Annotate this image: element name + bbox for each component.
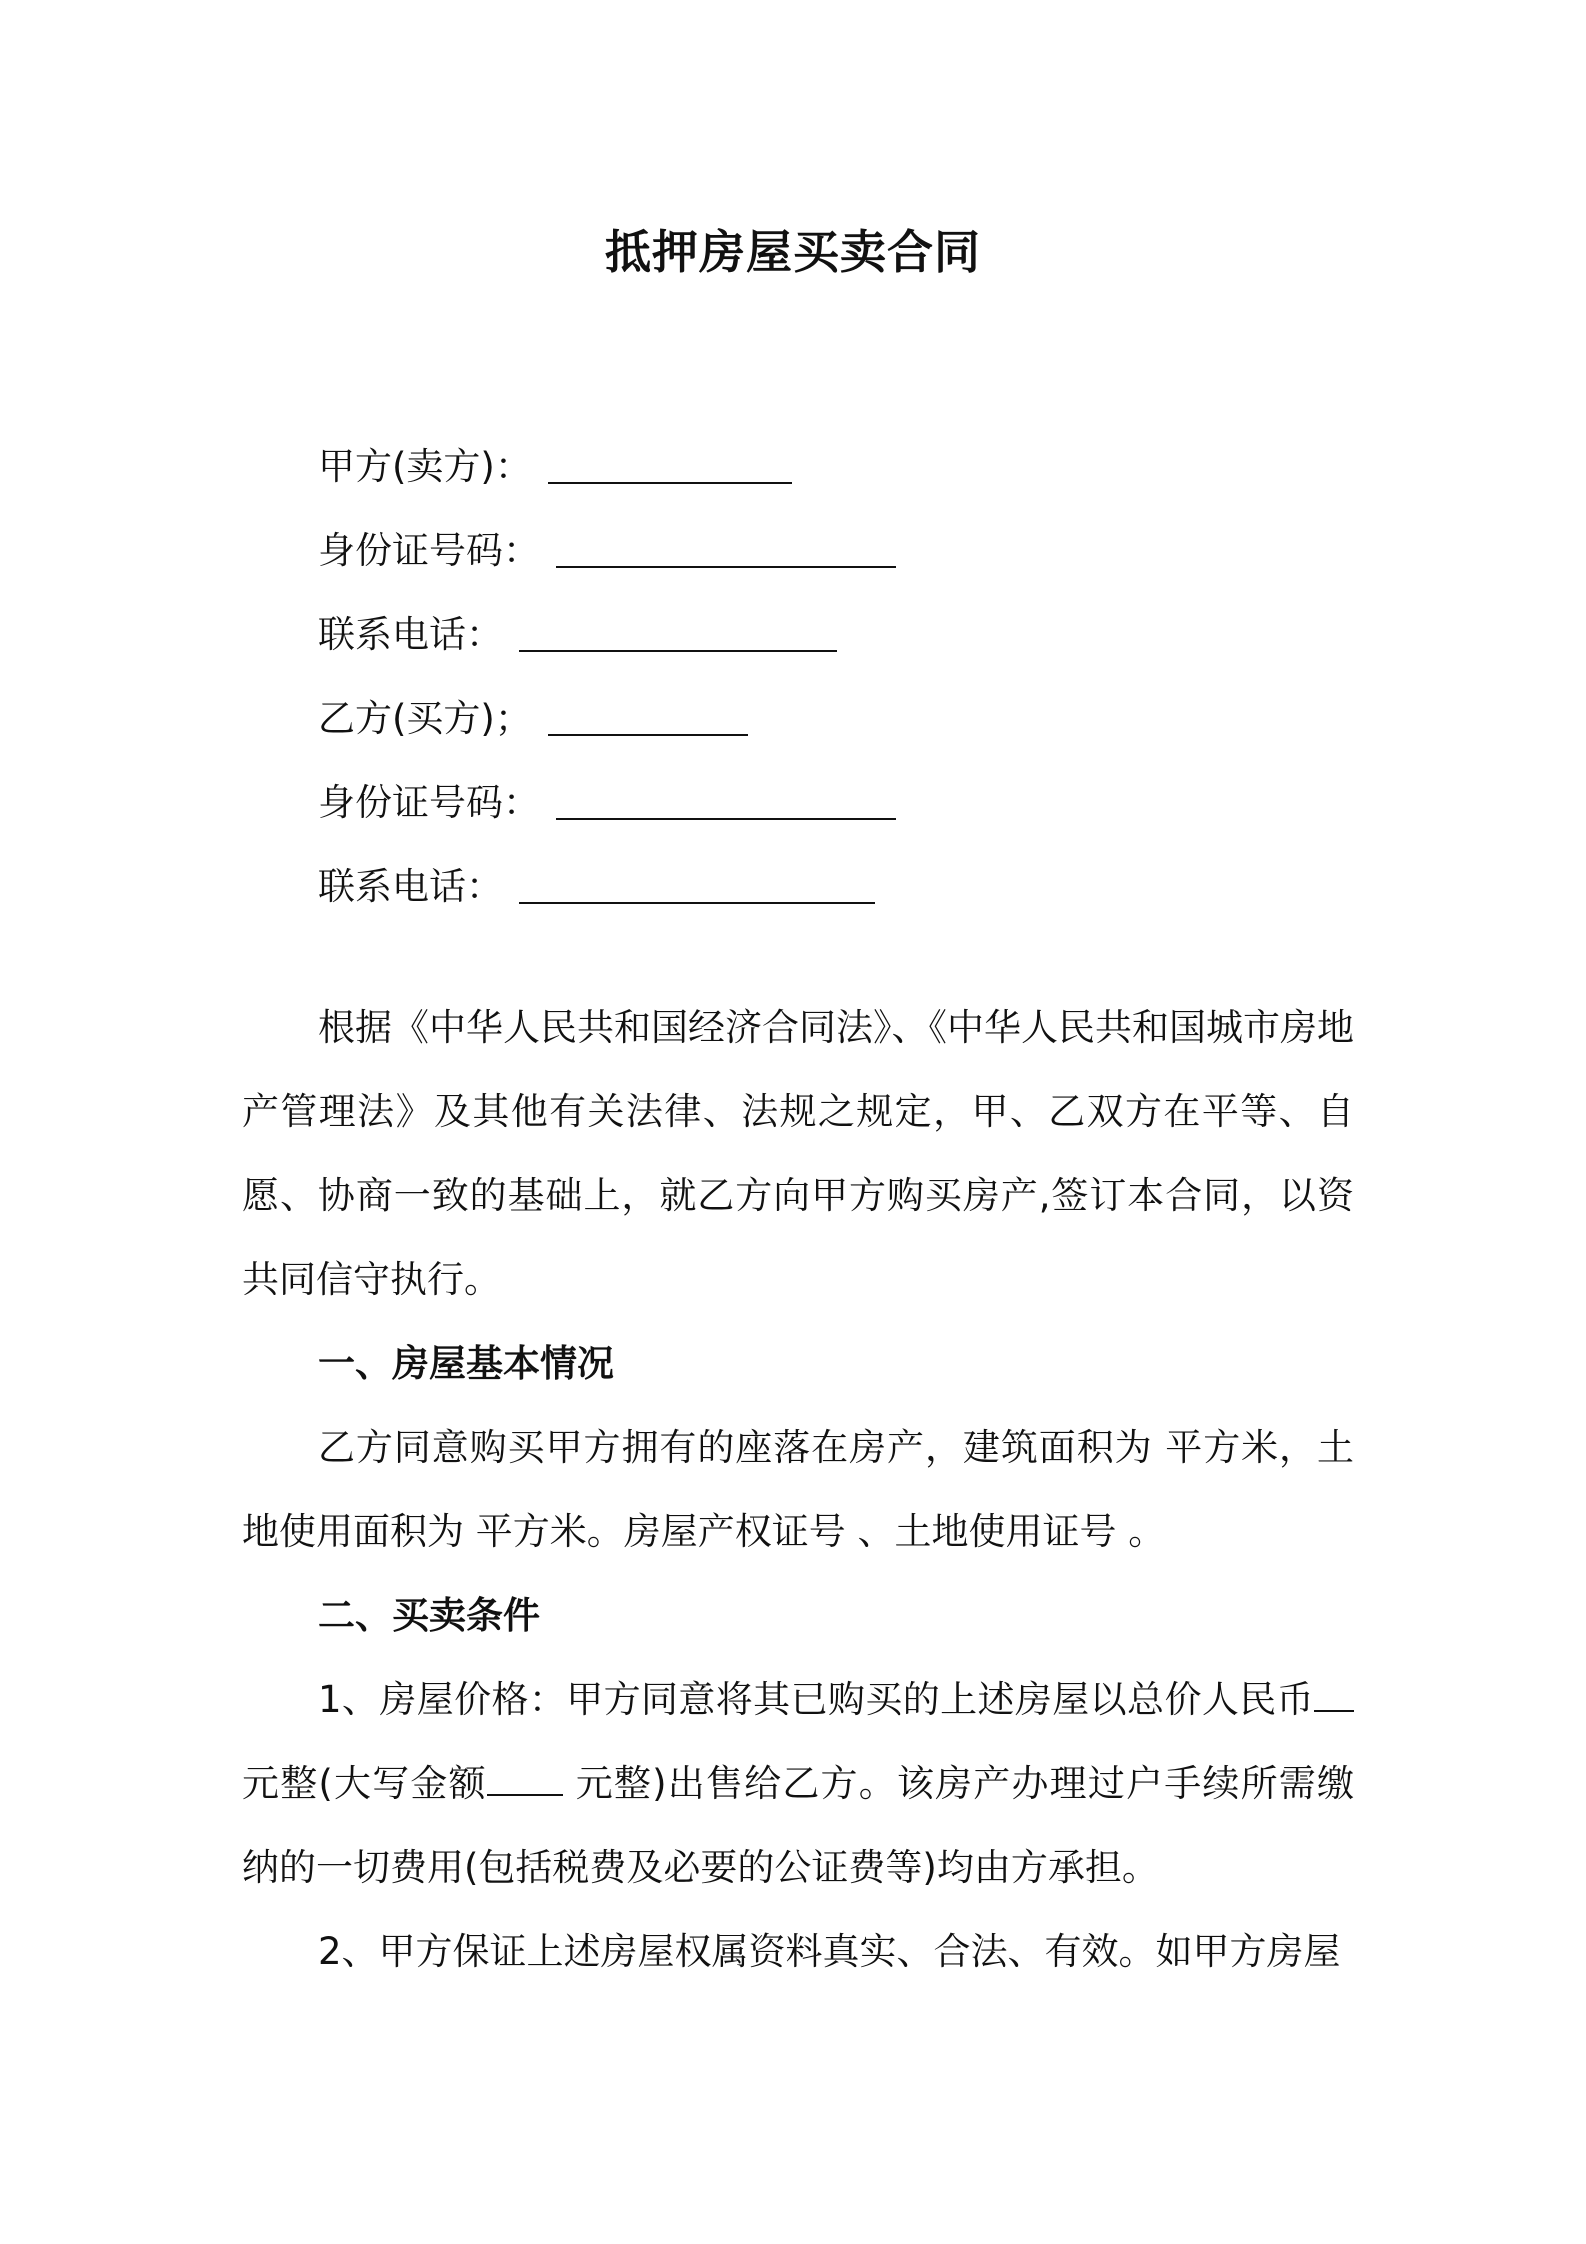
section1-paragraph: 乙方同意购买甲方拥有的座落在房产，建筑面积为 平方米，土地使用面积为 平方米。房屋产权证号 、土地使用证号 。: [242, 1426, 1354, 1553]
intro-paragraph: 根据《中华人民共和国经济合同法》、《中华人民共和国城市房地产管理法》及其他有关法律、法规之规定，甲、乙双方在平等、自愿、协商一致的基础上，就乙方向甲方购买房产,签订本合同，以资共同信守执行。: [242, 1006, 1354, 1301]
buyer-name-line: [318, 658, 896, 742]
seller-name-line: [318, 406, 896, 490]
document-title: 抵押房屋买卖合同: [605, 225, 981, 279]
clause1-part3: 元整)出售给乙方。该房产办理过户手续所需缴纳的一切费用(包括税费及必要的公证费等)均由方承担。: [242, 1762, 1354, 1889]
buyer-name-blank: [548, 700, 748, 736]
seller-label: 甲方(卖方)：: [318, 445, 532, 488]
seller-name-blank: [548, 448, 792, 484]
buyer-id-blank: [556, 784, 896, 820]
seller-id-line: [318, 490, 896, 574]
buyer-id-line: [318, 742, 896, 826]
seller-phone-blank: [519, 616, 837, 652]
clause1-part2: 元整(大写金额: [242, 1762, 487, 1805]
party-info-block: [318, 406, 896, 910]
clause1-paragraph: [242, 1658, 1354, 1910]
seller-phone-label: 联系电话：: [318, 613, 503, 656]
buyer-label: 乙方(买方)；: [318, 697, 532, 740]
seller-id-label: 身份证号码：: [318, 529, 540, 572]
contract-body: [242, 986, 1354, 1994]
section2-heading: 二、买卖条件: [318, 1594, 540, 1637]
clause2-paragraph: 2、甲方保证上述房屋权属资料真实、合法、有效。如甲方房屋: [318, 1930, 1341, 1973]
section1-heading: 一、房屋基本情况: [318, 1342, 614, 1385]
seller-id-blank: [556, 532, 896, 568]
seller-phone-line: [318, 574, 896, 658]
price-blank: [1314, 1680, 1354, 1712]
price-uppercase-blank: [487, 1764, 563, 1796]
buyer-phone-blank: [519, 868, 875, 904]
buyer-id-label: 身份证号码：: [318, 781, 540, 824]
clause1-part1: 1、房屋价格：甲方同意将其已购买的上述房屋以总价人民币: [318, 1678, 1314, 1721]
buyer-phone-line: [318, 826, 896, 910]
buyer-phone-label: 联系电话：: [318, 865, 503, 908]
